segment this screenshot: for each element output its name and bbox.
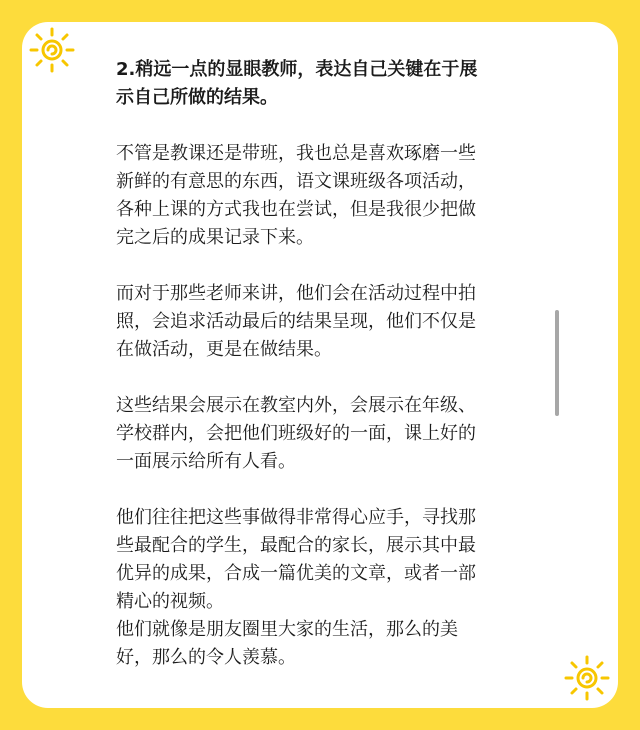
scrollbar-thumb[interactable] [555,310,559,416]
sun-icon [28,26,76,74]
text-line: 不管是教课还是带班，我也总是喜欢琢磨一些 [116,143,476,164]
sun-icon [563,654,611,702]
text-line: 各种上课的方式我也在尝试，但是我很少把做 [116,199,476,220]
text-line: 他们往往把这些事做得非常得心应手，寻找那 [116,507,476,528]
paragraph [116,140,536,252]
text-line: 些最配合的学生，最配合的家长，展示其中最 [116,535,476,556]
paragraph [116,504,536,616]
text-line: 精心的视频。 [116,591,224,612]
paragraph [116,392,536,476]
article-title [116,56,536,112]
paragraph [116,280,536,364]
text-line: 一面展示给所有人看。 [116,451,296,472]
text-line: 好，那么的令人羡慕。 [116,647,296,668]
title-line: 示自己所做的结果。 [116,87,278,108]
text-line: 优异的成果，合成一篇优美的文章，或者一部 [116,563,476,584]
text-line: 而对于那些老师来讲，他们会在活动过程中拍 [116,283,476,304]
article-body [116,56,536,672]
text-line: 完之后的成果记录下来。 [116,227,314,248]
paragraph [116,616,536,672]
title-line: 2.稍远一点的显眼教师，表达自己关键在于展 [116,59,478,80]
text-line: 学校群内，会把他们班级好的一面，课上好的 [116,423,476,444]
text-line: 这些结果会展示在教室内外，会展示在年级、 [116,395,476,416]
text-line: 在做活动，更是在做结果。 [116,339,332,360]
text-line: 他们就像是朋友圈里大家的生活，那么的美 [116,619,458,640]
text-line: 照，会追求活动最后的结果呈现，他们不仅是 [116,311,476,332]
text-line: 新鲜的有意思的东西，语文课班级各项活动， [116,171,476,192]
